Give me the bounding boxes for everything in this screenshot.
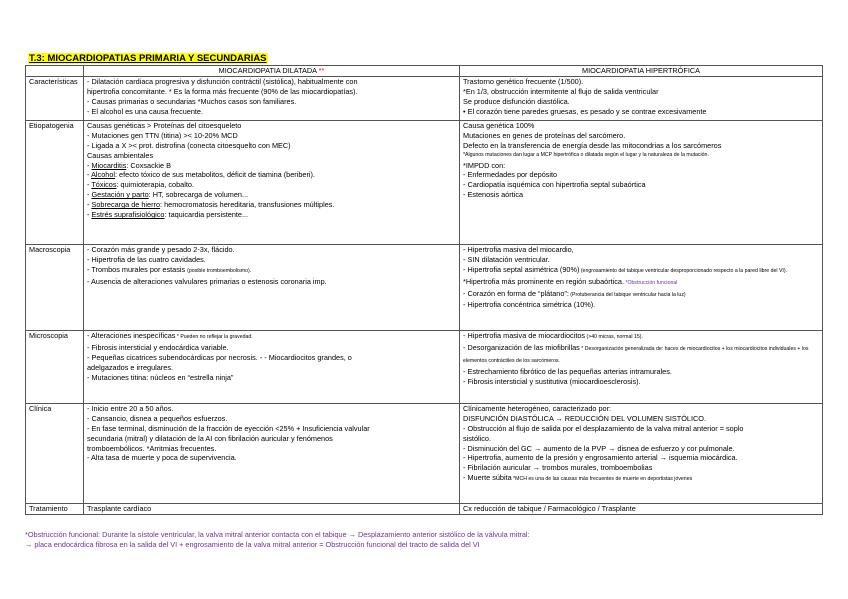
cell-hypertrophic: Causa genética 100% Mutaciones en genes de proteínas del sarcómero. Defecto en la transferencia de energía desde las mitocondrias a los sarcómeros *Algunos mutaciones dan lugar a MCP hipertrófica o dilatada según el lugar y la naturaleza de la mutación. *IMPDD con: - Enfermedades por depósito - Cardiopatía isquémica con hipertrofia septal subaórtica - Estenosis aórtica [460,120,823,244]
cell-dilated: Causas genéticas > Proteínas del citoesqueleto - Mutaciones gen TTN (titina) >< 10-20% MCD - Ligada a X >< prot. distrofina (conecta citoesquelto con MEC) Causas ambientales - Miocarditis: Coxsackie B - Alcohol: efecto tóxico de sus metabolitos, déficit de tiamina (beriberi). - Tóxicos: quimioterapia, cobalto. - Gestación y parto: HT, sobrecarga de volumen... - Sobrecarga de hierro: hemocromatosis hereditaria, transfusiones múltiples. - Estrés suprafisiológico: taquicardia persistente... [84,120,460,244]
footnotes [25,530,825,550]
row-clinica [26,403,823,503]
row-macroscopia [26,244,823,330]
cell-hypertrophic: - Hipertrofia masiva de miocardiocitos (>40 micras, normal 15). - Desorganización de las miofibrillas * Desorganización generalizada de: haces de miocardiocitos + los miocardiocitos individuales + los elementos contráctiles de los sarcómeros. - Estrechamiento fibrótico de las pequeñas arterias intramurales. - Fibrosis intersticial y sustitutiva (miocardioesclerosis). [460,330,823,403]
row-label: Etiopatogenia [26,120,84,244]
dilated-mark: ** [318,66,325,75]
row-label: Macroscopia [26,244,84,330]
header-row [26,66,823,77]
row-label: Clínica [26,403,84,503]
page-title: T.3: MIOCARDIOPATIAS PRIMARIA Y SECUNDARIAS [29,53,267,64]
row-etiopatogenia [26,120,823,244]
cell-dilated: - Corazón más grande y pesado 2-3x, flácido. - Hipertrofia de las cuatro cavidades. - Trombos murales por estasis (posible tromboembolismo). - Ausencia de alteraciones valvulares primarias o estenosis coronaria imp. [84,244,460,330]
row-label: Características [26,76,84,120]
row-label: Microscopia [26,330,84,403]
row-label: Tratamiento [26,503,84,514]
header-dilated: MIOCARDIOPATIA DILATADA ** [84,66,460,77]
cell-dilated: Trasplante cardíaco [84,503,460,514]
cell-dilated: - Dilatación cardiaca progresiva y disfunción contráctil (sistólica), habitualmente con hipertrofia concomitante. * Es la forma más frecuente (90% de las miocardiopatías). - Causas primarias o secundarias *Muchos casos son familiares. - El alcohol es una causa frecuente. [84,76,460,120]
row-caracteristicas [26,76,823,120]
cell-dilated: - Inicio entre 20 a 50 años. - Cansancio, disnea a pequeños esfuerzos. - En fase terminal, disminución de la fracción de eyección <25% + Insuficiencia valvular secundaria (mitral) y dilatación de la AI con fibrilación auricular y fenómenos tromboembólicos. *Arritmias frecuentes. - Alta tasa de muerte y poca de supervivencia. [84,403,460,503]
cell-hypertrophic: Cx reducción de tabique / Farmacológico / Trasplante [460,503,823,514]
cell-hypertrophic: Clínicamente heterogéneo, caracterizado por: DISFUNCIÓN DIASTÓLICA → REDUCCIÓN DEL VOLUMEN SISTÓLICO. - Obstrucción al flujo de salida por el desplazamiento de la valva mitral anterior = soplo sistólico. - Disminución del GC → aumento de la PVP → disnea de esfuerzo y cor pulmonale. - Hipertrofia, aumento de la presión y engrosamiento arterial → isquemia miocárdica. - Fibrilación auricular → trombos murales, tromboembolias - Muerte súbita *MCH es una de las causas más frecuentes de muerte en deportistas jóvenes [460,403,823,503]
row-microscopia [26,330,823,403]
row-tratamiento [26,503,823,514]
miocardiopatias-table [25,65,823,515]
footnote-2: → placa endocárdica fibrosa en la salida del VI + engrosamiento de la valva mitral anterior = Obstrucción funcional del tracto de salida del VI [25,540,480,549]
header-hypertrophic: MIOCARDIOPATIA HIPERTRÓFICA [460,66,823,77]
cell-dilated: - Alteraciones inespecíficas * Pueden no reflejar la gravedad. - Fibrosis intersticial y endocárdica variable. - Pequeñas cicatrices subendocárdicas por necrosis. - - Miocardiocitos grandes, o adelgazados e irregulares. - Mutaciones titina: núcleos en “estrella ninja” [84,330,460,403]
cell-hypertrophic: Trastorno genético frecuente (1/500). *En 1/3, obstrucción intermitente al flujo de salida ventricular Se produce disfunción diastólica. • El corazón tiene paredes gruesas, es pesado y se contrae excesivamente [460,76,823,120]
footnote-1: *Obstrucción funcional: Durante la sístole ventricular, la valva mitral anterior contacta con el tabique → Desplazamiento anterior sistólico de la válvula mitral: [25,530,530,539]
cell-hypertrophic: - Hipertrofia masiva del miocardio, - SIN dilatación ventricular. - Hipertrofia septal asimétrica (90%) (engrosamiento del tabique ventricular desproporcionado respecto a la pared libre del VI). *Hipertrofia más prominente en región subaórtica. *Obstrucción funcional - Corazón en forma de “plátano”: (Protuberancia del tabique ventricular hacia la luz) - Hipertrofia concéntrica simétrica (10%). [460,244,823,330]
header-empty [26,66,84,77]
